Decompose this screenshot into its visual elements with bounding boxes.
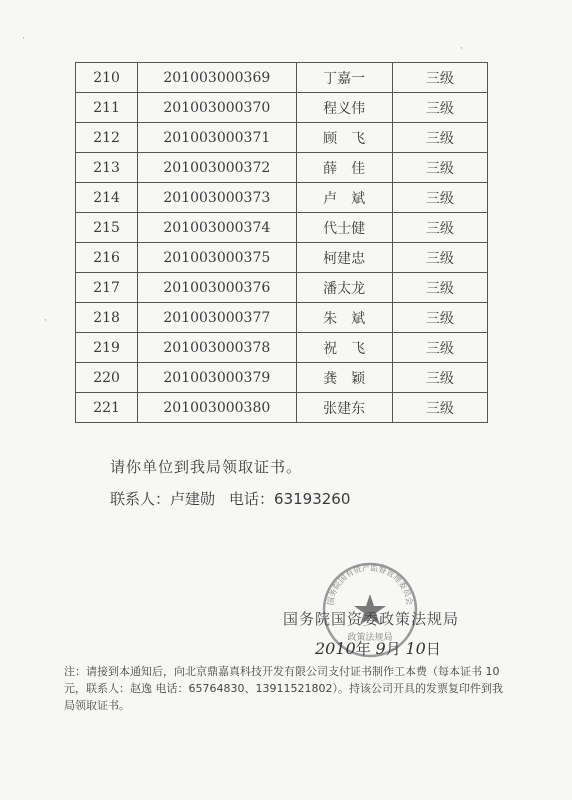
- holder-name: 朱 斌: [296, 303, 392, 333]
- table-row: [76, 303, 488, 333]
- holder-name: 潘太龙: [296, 273, 392, 303]
- table-row: [76, 393, 488, 423]
- table-row: [76, 123, 488, 153]
- footnote: 注：请接到本通知后，向北京鼎嘉真科技开发有限公司支付证书制作工本费（每本证书 10 元，联系人：赵逸 电话：65764830、13911521802）。持该公司开具的发票复印件到我局领取证书。: [64, 665, 503, 712]
- date-year-label: 年: [355, 640, 371, 658]
- row-number: 221: [76, 393, 138, 423]
- date-month: 9: [375, 639, 386, 658]
- row-number: 219: [76, 333, 138, 363]
- certificate-number: 201003000379: [138, 363, 296, 393]
- seal-inner-text: 政策法规局: [347, 633, 393, 643]
- contact-person-name: 卢建勋: [170, 490, 216, 508]
- certificate-level: 三级: [392, 303, 487, 333]
- certificate-level: 三级: [392, 63, 487, 93]
- date-day-label: 日: [425, 640, 441, 658]
- row-number: 218: [76, 303, 138, 333]
- issuer-name: 国务院国资委政策法规局: [283, 610, 460, 628]
- contact-person-label: 联系人：: [110, 490, 171, 508]
- certificate-number: 201003000370: [138, 93, 296, 123]
- certificate-level: 三级: [392, 363, 487, 393]
- certificate-number: 201003000371: [138, 123, 296, 153]
- seal-outer-text: 国务院国有资产监督管理委员会: [325, 563, 415, 606]
- table-row: [76, 363, 488, 393]
- scan-speck: ·: [44, 316, 47, 326]
- row-number: 210: [76, 63, 138, 93]
- certificate-number: 201003000380: [138, 393, 296, 423]
- date-day: 10: [405, 639, 426, 658]
- certificate-level: 三级: [392, 93, 487, 123]
- holder-name: 卢 斌: [296, 183, 392, 213]
- certificate-number: 201003000376: [138, 273, 296, 303]
- holder-name: 柯建忠: [296, 243, 392, 273]
- certificate-level: 三级: [392, 333, 487, 363]
- issue-date: [315, 638, 441, 659]
- holder-name: 龚 颖: [296, 363, 392, 393]
- scan-speck: ·: [22, 34, 25, 44]
- certificate-level: 三级: [392, 243, 487, 273]
- table-row: [76, 243, 488, 273]
- holder-name: 薛 佳: [296, 153, 392, 183]
- contact-line: [110, 488, 350, 509]
- table-row: [76, 63, 488, 93]
- holder-name: 程义伟: [296, 93, 392, 123]
- certificate-level: 三级: [392, 153, 487, 183]
- row-number: 217: [76, 273, 138, 303]
- certificate-number: 201003000377: [138, 303, 296, 333]
- date-month-label: 月: [385, 640, 401, 658]
- row-number: 220: [76, 363, 138, 393]
- row-number: 212: [76, 123, 138, 153]
- holder-name: 顾 飞: [296, 123, 392, 153]
- certificate-level: 三级: [392, 393, 487, 423]
- pickup-notice: 请你单位到我局领取证书。: [110, 458, 303, 476]
- date-year: 2010: [315, 639, 356, 658]
- certificate-number: 201003000378: [138, 333, 296, 363]
- row-number: 214: [76, 183, 138, 213]
- certificate-number: 201003000374: [138, 213, 296, 243]
- holder-name: 代士健: [296, 213, 392, 243]
- row-number: 216: [76, 243, 138, 273]
- certificate-number: 201003000369: [138, 63, 296, 93]
- certificate-level: 三级: [392, 183, 487, 213]
- holder-name: 丁嘉一: [296, 63, 392, 93]
- certificate-number: 201003000373: [138, 183, 296, 213]
- table-row: [76, 153, 488, 183]
- certificate-level: 三级: [392, 123, 487, 153]
- table-row: [76, 93, 488, 123]
- row-number: 215: [76, 213, 138, 243]
- certificate-number: 201003000375: [138, 243, 296, 273]
- row-number: 211: [76, 93, 138, 123]
- certificate-table-body: [76, 63, 488, 423]
- table-row: [76, 333, 488, 363]
- holder-name: 祝 飞: [296, 333, 392, 363]
- contact-phone-label: 电话：: [229, 490, 275, 508]
- holder-name: 张建东: [296, 393, 392, 423]
- certificate-level: 三级: [392, 273, 487, 303]
- contact-phone-number: 63193260: [274, 490, 351, 508]
- table-row: [76, 183, 488, 213]
- row-number: 213: [76, 153, 138, 183]
- scan-speck: ·: [460, 44, 463, 54]
- certificate-table: [75, 62, 488, 423]
- table-row: [76, 273, 488, 303]
- certificate-number: 201003000372: [138, 153, 296, 183]
- table-row: [76, 213, 488, 243]
- certificate-level: 三级: [392, 213, 487, 243]
